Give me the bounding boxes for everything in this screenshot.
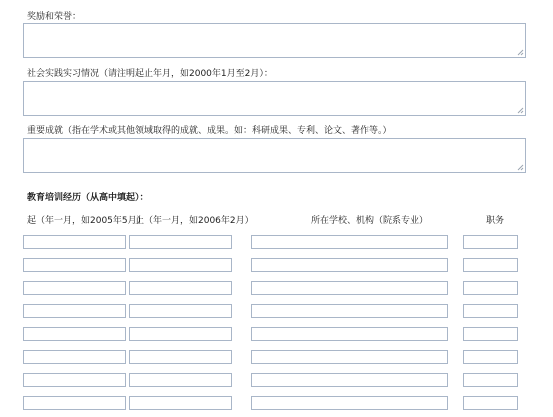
start-date-input[interactable]: [23, 304, 126, 318]
header-start-date: 起（年一月，如2005年5月）: [27, 216, 146, 226]
education-row: [0, 327, 553, 341]
end-date-input[interactable]: [129, 235, 232, 249]
position-input[interactable]: [463, 327, 518, 341]
start-date-input[interactable]: [23, 327, 126, 341]
end-date-input[interactable]: [129, 350, 232, 364]
end-date-input[interactable]: [129, 327, 232, 341]
header-position: 职务: [486, 216, 505, 226]
school-input[interactable]: [251, 235, 448, 249]
start-date-input[interactable]: [23, 396, 126, 410]
header-school: 所在学校、机构（院系专业）: [311, 216, 429, 226]
position-input[interactable]: [463, 235, 518, 249]
position-input[interactable]: [463, 396, 518, 410]
school-input[interactable]: [251, 327, 448, 341]
education-row: [0, 373, 553, 387]
education-row: [0, 235, 553, 249]
resize-grip-icon[interactable]: [517, 107, 524, 114]
position-input[interactable]: [463, 373, 518, 387]
resize-grip-icon[interactable]: [517, 164, 524, 171]
start-date-input[interactable]: [23, 281, 126, 295]
awards-label: 奖励和荣誉：: [27, 12, 82, 22]
start-date-input[interactable]: [23, 258, 126, 272]
achievements-label: 重要成就（指在学术或其他领域取得的成就、成果。如：科研成果、专利、论文、著作等。）: [27, 126, 392, 136]
end-date-input[interactable]: [129, 373, 232, 387]
education-row: [0, 258, 553, 272]
education-row: [0, 304, 553, 318]
resize-grip-icon[interactable]: [517, 49, 524, 56]
education-row: [0, 396, 553, 410]
school-input[interactable]: [251, 350, 448, 364]
position-input[interactable]: [463, 258, 518, 272]
school-input[interactable]: [251, 281, 448, 295]
start-date-input[interactable]: [23, 235, 126, 249]
start-date-input[interactable]: [23, 373, 126, 387]
practice-label: 社会实践实习情况（请注明起止年月，如2000年1月至2月）：: [27, 69, 273, 79]
end-date-input[interactable]: [129, 304, 232, 318]
awards-textarea[interactable]: [23, 23, 526, 58]
education-row: [0, 281, 553, 295]
achievements-textarea[interactable]: [23, 138, 526, 173]
position-input[interactable]: [463, 281, 518, 295]
end-date-input[interactable]: [129, 281, 232, 295]
position-input[interactable]: [463, 350, 518, 364]
start-date-input[interactable]: [23, 350, 126, 364]
practice-textarea[interactable]: [23, 81, 526, 116]
school-input[interactable]: [251, 258, 448, 272]
header-end-date: 止（年一月，如2006年2月）: [135, 216, 254, 226]
end-date-input[interactable]: [129, 258, 232, 272]
education-section-title: 教育培训经历（从高中填起）：: [27, 193, 149, 203]
position-input[interactable]: [463, 304, 518, 318]
school-input[interactable]: [251, 373, 448, 387]
school-input[interactable]: [251, 396, 448, 410]
school-input[interactable]: [251, 304, 448, 318]
education-row: [0, 350, 553, 364]
end-date-input[interactable]: [129, 396, 232, 410]
